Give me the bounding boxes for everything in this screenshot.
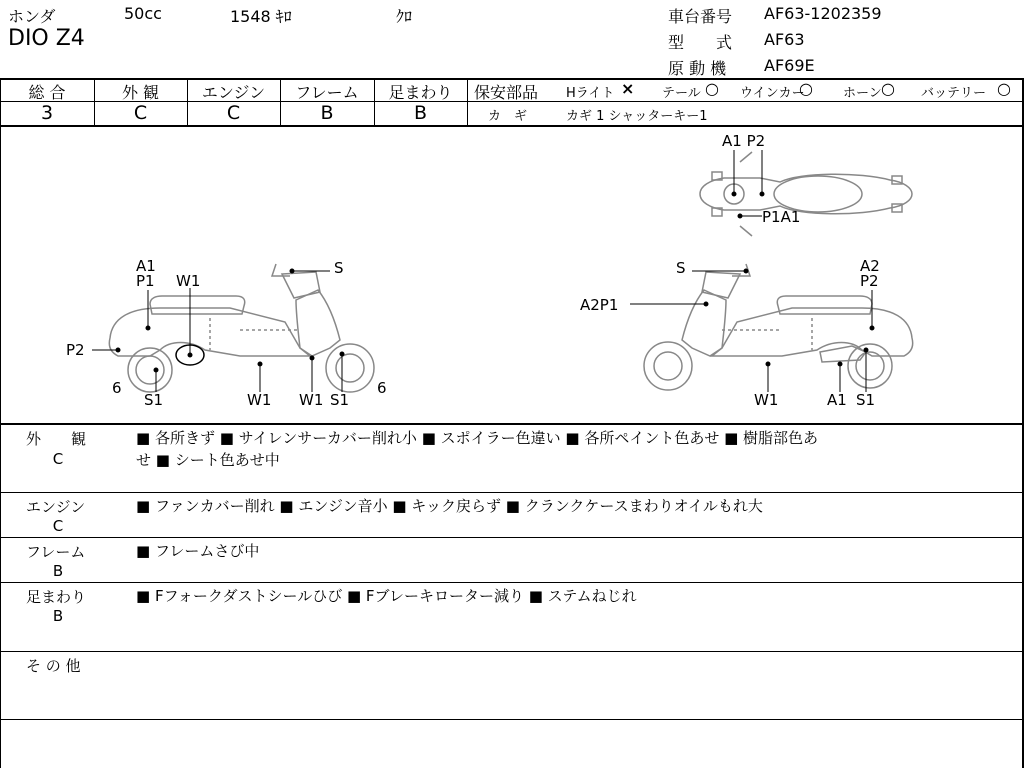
notes-frame-label: フレーム [26, 543, 86, 561]
notes-exterior-grade: C [52, 450, 64, 468]
type-value: AF63 [764, 30, 805, 49]
horn-label: ホーン [843, 86, 882, 101]
label-a1-right: A1 [827, 391, 847, 409]
winker-mark: ○ [799, 79, 813, 98]
label-six-left: 6 [112, 379, 122, 397]
key-label: カ ギ [488, 109, 528, 124]
battery-label: バッテリー [921, 86, 987, 101]
notes-suspension-label: 足まわり [26, 588, 87, 606]
frame-grade: B [320, 102, 334, 124]
label-w1-bottom-1: W1 [247, 391, 272, 409]
label-p1-left: P1 [136, 272, 155, 290]
engine-label: 原 動 機 [668, 59, 727, 78]
label-s-top-right: S [676, 259, 686, 277]
engine-grade-label: エンジン [201, 83, 266, 102]
label-a1-left: A1 [136, 257, 156, 275]
label-p1a1-top: P1A1 [762, 208, 801, 226]
headlight-label: Hライト [566, 86, 615, 101]
notes-suspension-text: ■ Fフォークダストシールひび ■ Fブレーキローター減り ■ ステムねじれ [136, 587, 637, 605]
label-six-right: 6 [377, 379, 387, 397]
headlight-mark: × [621, 79, 635, 98]
notes-frame-grade: B [52, 562, 64, 580]
tail-label: テール [662, 86, 701, 101]
exterior-label: 外 観 [121, 83, 160, 102]
divider [0, 423, 1024, 425]
frame-grade-label: フレーム [295, 83, 359, 102]
model-name: DIO Z4 [8, 26, 85, 51]
damage-diagram [0, 126, 1024, 422]
notes-engine-text: ■ ファンカバー削れ ■ エンジン音小 ■ キック戻らず ■ クランクケースまわりオイルもれ大 [136, 497, 763, 515]
suspension-grade: B [413, 102, 428, 124]
notes-exterior-line1: ■ 各所きず ■ サイレンサーカバー削れ小 ■ スポイラー色違い ■ 各所ペイント色あせ ■ 樹脂部色あ [136, 429, 819, 447]
winker-label: ウインカー [740, 86, 805, 101]
frame-no: AF63-1202359 [764, 4, 882, 23]
divider [467, 79, 468, 125]
label-a2-right: A2 [860, 257, 880, 275]
label-s1-right: S1 [856, 391, 876, 409]
engine-grade: C [226, 102, 241, 124]
key-value: カギ 1 シャッターキー1 [566, 109, 708, 124]
label-p2-right: P2 [860, 272, 879, 290]
mileage: 1548 ｷﾛ [230, 7, 292, 26]
maker: ホンダ [8, 7, 56, 26]
notes-exterior-line2: せ ■ シート色あせ中 [136, 451, 280, 469]
horn-mark: ○ [881, 79, 895, 98]
notes-suspension-grade: B [52, 607, 64, 625]
label-a2p1-right: A2P1 [580, 296, 619, 314]
notes-engine-label: エンジン [26, 498, 86, 516]
frame-no-label: 車台番号 [668, 7, 733, 26]
exterior-grade: C [133, 102, 148, 124]
label-p2-left: P2 [66, 341, 85, 359]
notes-frame-text: ■ フレームさび中 [136, 542, 260, 560]
label-w1-right: W1 [754, 391, 779, 409]
notes-exterior-label: 外 観 [26, 430, 87, 448]
safety-label: 保安部品 [474, 83, 539, 102]
overall-grade: 3 [40, 102, 54, 124]
divider [0, 651, 1024, 652]
label-w1-bottom-2: W1 [299, 391, 324, 409]
overall-label: 総 合 [28, 83, 66, 102]
divider [468, 101, 1024, 102]
notes-other-label: そ の 他 [26, 657, 81, 675]
label-a1p2-top: A1 P2 [722, 132, 766, 150]
label-s1-right-left: S1 [330, 391, 350, 409]
frame-border-left [0, 78, 1, 768]
divider [0, 582, 1024, 583]
suspension-grade-label: 足まわり [388, 83, 453, 102]
divider [0, 492, 1024, 493]
engine-value: AF69E [764, 56, 815, 75]
divider [0, 537, 1024, 538]
label-s-top-left: S [334, 259, 344, 277]
type-label: 型 式 [668, 33, 733, 52]
displacement: 50cc [124, 4, 162, 23]
label-s1-left: S1 [144, 391, 164, 409]
marker-lines-left [92, 269, 344, 392]
color: ｸﾛ [396, 7, 413, 26]
divider [0, 719, 1024, 720]
label-w1-top-left: W1 [176, 272, 201, 290]
battery-mark: ○ [997, 79, 1011, 98]
tail-mark: ○ [705, 79, 719, 98]
notes-engine-grade: C [52, 517, 64, 535]
